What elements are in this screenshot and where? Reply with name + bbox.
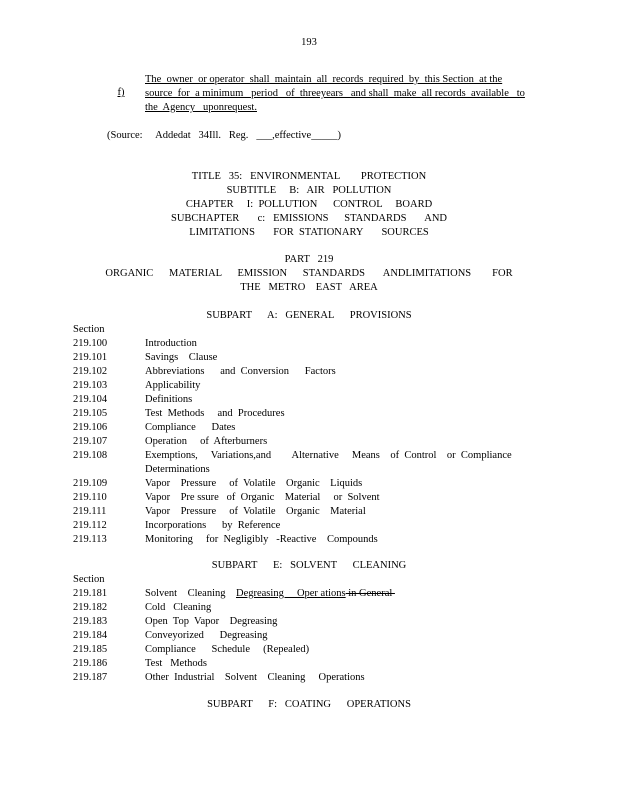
inserted-text: Degreasing Oper ations <box>236 588 346 599</box>
section-title: Test Methods and Procedures <box>145 408 285 419</box>
part-title-line-1: ORGANIC MATERIAL EMISSION STANDARDS ANDLIMITATIONS FOR <box>105 268 513 279</box>
item-f-line-1: The owner or operator shall maintain all records required by this Section at the <box>145 74 503 85</box>
part-label: PART 219 <box>284 254 334 265</box>
section-number: 219.105 <box>73 408 108 419</box>
section-title: Monitoring for Negligibly -Reactive Compounds <box>145 534 378 545</box>
section-title: Open Top Vapor Degreasing <box>145 616 278 627</box>
section-number: 219.106 <box>73 422 108 433</box>
section-title: Solvent Cleaning Degreasing Oper ations in General <box>145 588 395 599</box>
section-number: 219.101 <box>73 352 108 363</box>
section-title: Abbreviations and Conversion Factors <box>145 366 336 377</box>
section-number: 219.104 <box>73 394 108 405</box>
deleted-text: in General <box>345 588 395 599</box>
section-number: 219.110 <box>73 492 107 503</box>
section-number: 219.181 <box>73 588 108 599</box>
section-title: Savings Clause <box>145 352 218 363</box>
section-title: Conveyorized Degreasing <box>145 630 268 641</box>
section-number: 219.111 <box>73 506 107 517</box>
item-f-line-2: source for a minimum period of threeyears and shall make all records available to <box>145 88 525 99</box>
section-title: Compliance Dates <box>145 422 236 433</box>
section-number: 219.100 <box>73 338 108 349</box>
section-title: Definitions <box>145 394 193 405</box>
heading-chapter: CHAPTER I: POLLUTION CONTROL BOARD <box>185 199 433 210</box>
section-title: Applicability <box>145 380 201 391</box>
section-title: Determinations <box>145 464 210 475</box>
subpart-e-section-label: Section <box>73 574 105 585</box>
part-title-line-2: THE METRO EAST AREA <box>240 282 378 293</box>
section-title: Compliance Schedule (Repealed) <box>145 644 310 655</box>
section-number: 219.113 <box>73 534 107 545</box>
heading-title: TITLE 35: ENVIRONMENTAL PROTECTION <box>191 171 427 182</box>
section-number: 219.183 <box>73 616 108 627</box>
section-number: 219.107 <box>73 436 108 447</box>
section-number: 219.185 <box>73 644 108 655</box>
section-number: 219.102 <box>73 366 108 377</box>
subpart-f-heading: SUBPART F: COATING OPERATIONS <box>207 699 411 710</box>
section-number: 219.103 <box>73 380 108 391</box>
heading-subchapter: SUBCHAPTER c: EMISSIONS STANDARDS AND <box>171 213 447 224</box>
section-title: Vapor Pressure of Volatile Organic Material <box>145 506 366 517</box>
page-number: 193 <box>301 37 317 48</box>
section-title: Incorporations by Reference <box>145 520 281 531</box>
section-number: 219.108 <box>73 450 108 461</box>
item-f-line-3: the Agency uponrequest. <box>145 102 257 113</box>
section-title: Introduction <box>145 338 197 349</box>
subpart-a-section-label: Section <box>73 324 105 335</box>
subpart-e-heading: SUBPART E: SOLVENT CLEANING <box>211 560 407 571</box>
section-number: 219.187 <box>73 672 108 683</box>
section-title: Exemptions, Variations,and Alternative Means of Control or Compliance <box>145 450 512 461</box>
section-number: 219.112 <box>73 520 107 531</box>
section-number: 219.182 <box>73 602 108 613</box>
section-number: 219.109 <box>73 478 108 489</box>
section-title: Vapor Pre ssure of Organic Material or Solvent <box>145 492 380 503</box>
section-title: Other Industrial Solvent Cleaning Operations <box>145 672 365 683</box>
section-title: Test Methods <box>145 658 207 669</box>
subpart-a-heading: SUBPART A: GENERAL PROVISIONS <box>206 310 412 321</box>
item-f-label: f) <box>117 87 125 98</box>
section-title: Operation of Afterburners <box>145 436 268 447</box>
source-note: (Source: Addedat 34Ill. Reg. ___,effective_____) <box>107 130 341 141</box>
section-number: 219.186 <box>73 658 108 669</box>
section-number: 219.184 <box>73 630 108 641</box>
section-title: Vapor Pressure of Volatile Organic Liquids <box>145 478 363 489</box>
heading-subtitle: SUBTITLE B: AIR POLLUTION <box>226 185 392 196</box>
section-title: Cold Cleaning <box>145 602 212 613</box>
heading-subchapter-cont: LIMITATIONS FOR STATIONARY SOURCES <box>189 227 429 238</box>
